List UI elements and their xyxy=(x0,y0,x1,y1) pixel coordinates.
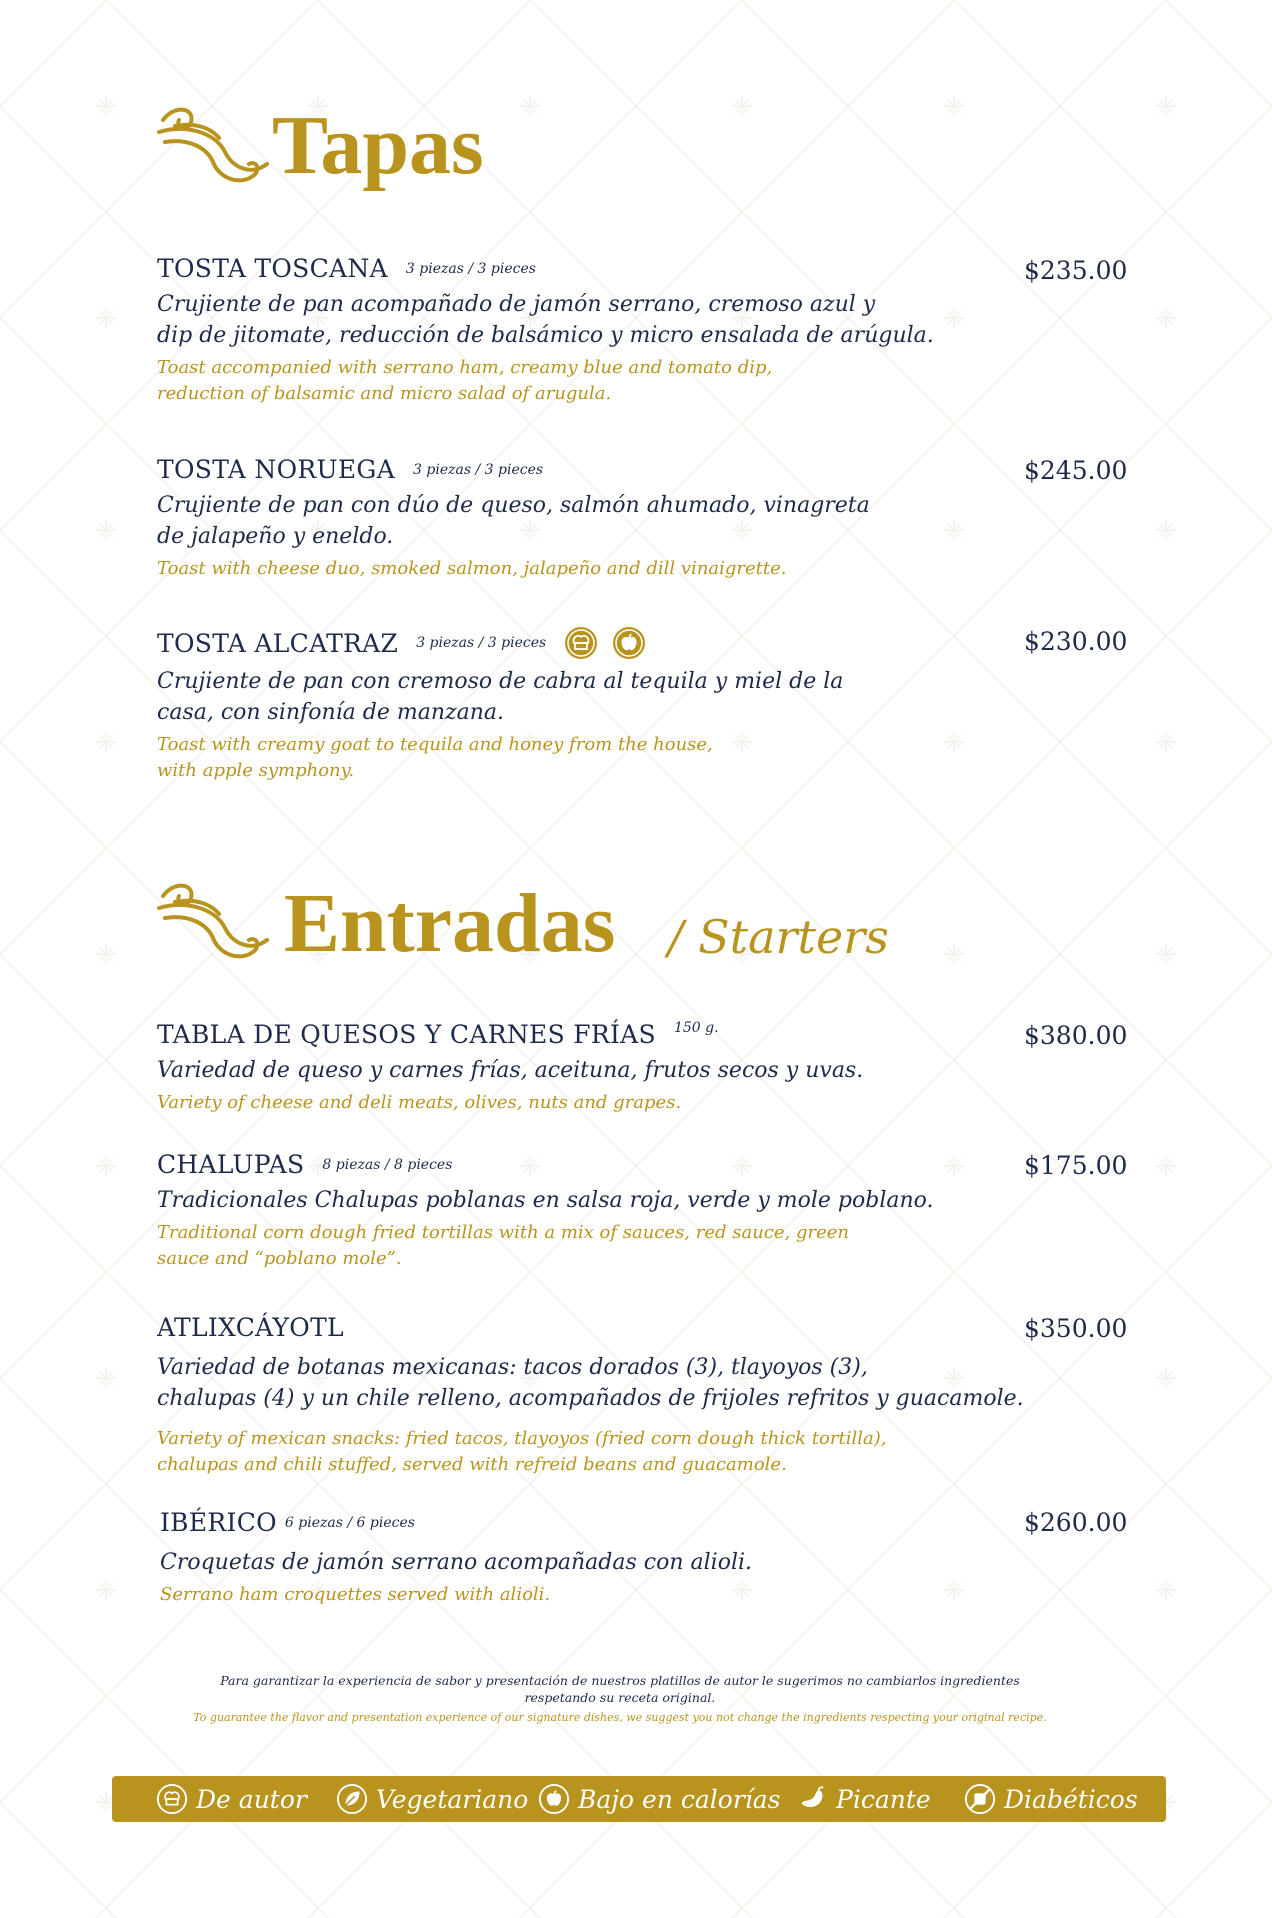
item-name: IBÉRICO xyxy=(160,1508,277,1537)
item-quantity: 3 piezas / 3 pieces xyxy=(405,260,536,277)
menu-item-tosta-alcatraz xyxy=(157,626,1037,784)
item-description-es: Tradicionales Chalupas poblanas en salsa roja, verde y mole poblano. xyxy=(157,1188,934,1213)
flourish-ornament xyxy=(155,878,275,968)
section-title-tapas: Tapas xyxy=(272,99,484,192)
item-description-es: Crujiente de pan acompañado de jamón serrano, cremoso azul y dip de jitomate, reducción de balsámico y micro ensalada de arúgula. xyxy=(157,292,934,348)
item-name: TOSTA NORUEGA xyxy=(157,455,396,484)
section-subtitle-starters: / Starters xyxy=(668,910,889,964)
legend-bar xyxy=(112,1776,1166,1822)
item-quantity: 3 piezas / 3 pieces xyxy=(416,635,547,651)
section-title-entradas: Entradas xyxy=(284,877,616,970)
item-description-es: Variedad de botanas mexicanas: tacos dorados (3), tlayoyos (3), chalupas (4) y un chile relleno, acompañados de frijoles refritos y guacamole. xyxy=(157,1355,1024,1411)
item-description-es: Crujiente de pan con cremoso de cabra al tequila y miel de la casa, con sinfonía de manzana. xyxy=(157,669,844,725)
item-name: TOSTA TOSCANA xyxy=(157,254,388,283)
flourish-ornament xyxy=(155,102,275,192)
chili-icon xyxy=(796,1783,828,1815)
item-description-en: Variety of mexican snacks: fried tacos, tlayoyos (fried corn dough thick tortilla), chalupas and chili stuffed, served with refreid beans and guacamole. xyxy=(157,1428,887,1475)
note-spanish: Para garantizar la experiencia de sabor y presentación de nuestros platillos de autor le sugerimos no cambiarlos ingredientes respetando su receta original. xyxy=(220,1673,1020,1705)
apple-icon xyxy=(538,1783,570,1815)
apple-icon xyxy=(612,626,646,660)
legend-item-vegetariano xyxy=(336,1782,528,1816)
legend-label: De autor xyxy=(196,1784,307,1814)
legend-label: Bajo en calorías xyxy=(578,1784,781,1814)
item-quantity: 8 piezas / 8 pieces xyxy=(322,1156,453,1173)
legend-label: Picante xyxy=(836,1784,931,1814)
item-name: ATLIXCÁYOTL xyxy=(157,1313,344,1342)
leaf-icon xyxy=(336,1783,368,1815)
item-name: TABLA DE QUESOS Y CARNES FRÍAS xyxy=(157,1020,656,1049)
item-description-en: Traditional corn dough fried tortillas with a mix of sauces, red sauce, green sauce and “poblano mole”. xyxy=(157,1222,849,1269)
legend-item-de-autor xyxy=(156,1782,307,1816)
note-english: To guarantee the flavor and presentation experience of our signature dishes, we suggest you not change the ingredients respecting your original recipe. xyxy=(193,1711,1047,1724)
item-name: TOSTA ALCATRAZ xyxy=(157,628,399,658)
item-quantity: 3 piezas / 3 pieces xyxy=(413,461,544,478)
menu-item-tosta-noruega xyxy=(157,455,1037,582)
item-description-es: Crujiente de pan con dúo de queso, salmón ahumado, vinagreta de jalapeño y eneldo. xyxy=(157,493,870,549)
item-price: $260.00 xyxy=(1024,1508,1128,1537)
menu-item-tabla-de-quesos xyxy=(157,1020,1037,1116)
ingredients-note xyxy=(150,1672,1090,1726)
item-price: $380.00 xyxy=(1024,1021,1128,1050)
item-description-en: Serrano ham croquettes served with alioli. xyxy=(160,1584,551,1605)
item-description-en: Variety of cheese and deli meats, olives, nuts and grapes. xyxy=(157,1092,682,1113)
item-description-en: Toast with cheese duo, smoked salmon, jalapeño and dill vinaigrette. xyxy=(157,558,787,579)
legend-item-bajo-en-calorias xyxy=(538,1782,781,1816)
item-description-en: Toast with creamy goat to tequila and honey from the house, with apple symphony. xyxy=(157,734,713,781)
item-price: $230.00 xyxy=(1024,627,1128,656)
legend-item-diabeticos xyxy=(964,1782,1138,1816)
legend-label: Diabéticos xyxy=(1004,1784,1138,1814)
chef-hat-icon xyxy=(156,1783,188,1815)
menu-item-chalupas xyxy=(157,1150,1037,1272)
menu-item-tosta-toscana xyxy=(157,254,1037,407)
item-price: $350.00 xyxy=(1024,1314,1128,1343)
legend-label: Vegetariano xyxy=(376,1784,529,1814)
item-price: $235.00 xyxy=(1024,256,1128,285)
item-description-es: Croquetas de jamón serrano acompañadas con alioli. xyxy=(160,1550,753,1575)
item-price: $175.00 xyxy=(1024,1151,1128,1180)
menu-item-atlixcayotl xyxy=(157,1313,1037,1478)
item-name: CHALUPAS xyxy=(157,1150,305,1179)
menu-item-iberico xyxy=(160,1508,1040,1608)
item-quantity: 150 g. xyxy=(673,1019,719,1036)
no-sugar-icon xyxy=(964,1783,996,1815)
item-description-en: Toast accompanied with serrano ham, creamy blue and tomato dip, reduction of balsamic and micro salad of arugula. xyxy=(157,357,773,404)
item-quantity: 6 piezas / 6 pieces xyxy=(284,1514,415,1531)
item-price: $245.00 xyxy=(1024,456,1128,485)
legend-item-picante xyxy=(796,1782,931,1816)
chef-hat-icon xyxy=(564,626,598,660)
item-description-es: Variedad de queso y carnes frías, aceituna, frutos secos y uvas. xyxy=(157,1058,864,1083)
